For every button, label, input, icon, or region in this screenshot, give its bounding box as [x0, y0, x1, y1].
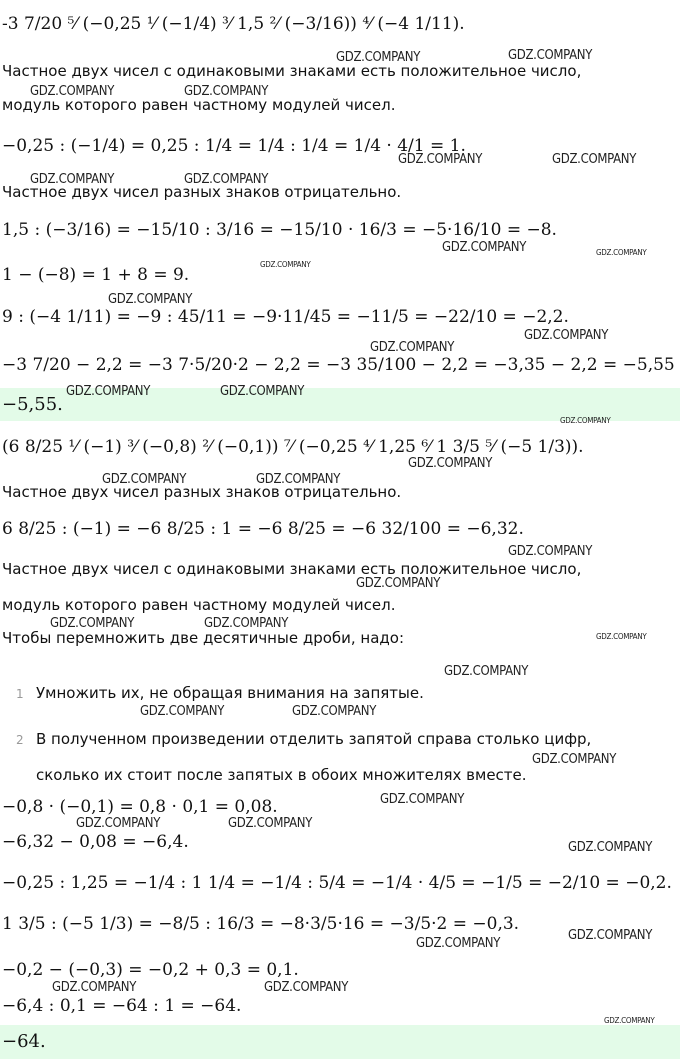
math-line: 1,5 : (−3/16) = −15/10 : 3/16 = −15/10 · 16/3 = −5·16/10 = −8.	[2, 220, 557, 240]
watermark: GDZ.COMPANY	[604, 1016, 655, 1025]
list-item	[16, 766, 527, 784]
list-text: В полученном произведении отделить запятой справа столько цифр,	[36, 730, 592, 748]
list-text: Умножить их, не обращая внимания на запятые.	[36, 684, 424, 702]
watermark: GDZ.COMPANY	[264, 980, 349, 995]
math-line: −0,25 : 1,25 = −1/4 : 1 1/4 = −1/4 : 5/4 = −1/4 · 4/5 = −1/5 = −2/10 = −0,2.	[2, 873, 672, 893]
expression-line: (6 8/25 ¹⁄ (−1) ³⁄ (−0,8) ²⁄ (−0,1)) ⁷⁄ (−0,25 ⁴⁄ 1,25 ⁶⁄ 1 3/5 ⁵⁄ (−5 1/3)).	[2, 437, 584, 457]
answer-2: −64.	[2, 1031, 46, 1052]
math-line: 1 − (−8) = 1 + 8 = 9.	[2, 265, 190, 285]
list-text: сколько их стоит после запятых в обоих множителях вместе.	[36, 766, 527, 784]
watermark: GDZ.COMPANY	[220, 384, 305, 399]
answer-1: −5,55.	[2, 394, 63, 415]
list-number: 2	[16, 733, 24, 747]
rule-text: Частное двух чисел с одинаковыми знаками есть положительное число,	[2, 62, 582, 80]
watermark: GDZ.COMPANY	[568, 840, 653, 855]
watermark: GDZ.COMPANY	[52, 980, 137, 995]
watermark: GDZ.COMPANY	[444, 664, 529, 679]
math-line: −6,32 − 0,08 = −6,4.	[2, 832, 189, 852]
watermark: GDZ.COMPANY	[442, 240, 527, 255]
math-line: −0,8 · (−0,1) = 0,8 · 0,1 = 0,08.	[2, 797, 278, 817]
watermark: GDZ.COMPANY	[380, 792, 465, 807]
watermark: GDZ.COMPANY	[596, 632, 647, 641]
watermark: GDZ.COMPANY	[30, 172, 115, 187]
watermark: GDZ.COMPANY	[256, 472, 341, 487]
watermark: GDZ.COMPANY	[108, 292, 193, 307]
list-item	[16, 730, 591, 748]
math-line: −0,2 − (−0,3) = −0,2 + 0,3 = 0,1.	[2, 960, 299, 980]
watermark: GDZ.COMPANY	[408, 456, 493, 471]
watermark: GDZ.COMPANY	[184, 172, 269, 187]
watermark: GDZ.COMPANY	[204, 616, 289, 631]
watermark: GDZ.COMPANY	[260, 260, 311, 269]
watermark: GDZ.COMPANY	[568, 928, 653, 943]
watermark: GDZ.COMPANY	[552, 152, 637, 167]
watermark: GDZ.COMPANY	[508, 544, 593, 559]
watermark: GDZ.COMPANY	[66, 384, 151, 399]
expression-line: -3 7/20 ⁵⁄ (−0,25 ¹⁄ (−1/4) ³⁄ 1,5 ²⁄ (−3/16)) ⁴⁄ (−4 1/11).	[2, 14, 465, 34]
watermark: GDZ.COMPANY	[184, 84, 269, 99]
math-line: 9 : (−4 1/11) = −9 : 45/11 = −9·11/45 = −11/5 = −22/10 = −2,2.	[2, 307, 569, 327]
watermark: GDZ.COMPANY	[292, 704, 377, 719]
watermark: GDZ.COMPANY	[30, 84, 115, 99]
watermark: GDZ.COMPANY	[560, 416, 611, 425]
watermark: GDZ.COMPANY	[102, 472, 187, 487]
math-line: 1 3/5 : (−5 1/3) = −8/5 : 16/3 = −8·3/5·16 = −3/5·2 = −0,3.	[2, 914, 520, 934]
math-line: −3 7/20 − 2,2 = −3 7·5/20·2 − 2,2 = −3 35/100 − 2,2 = −3,35 − 2,2 = −5,55	[2, 355, 675, 375]
watermark: GDZ.COMPANY	[336, 50, 421, 65]
math-line: 6 8/25 : (−1) = −6 8/25 : 1 = −6 8/25 = −6 32/100 = −6,32.	[2, 519, 524, 539]
watermark: GDZ.COMPANY	[398, 152, 483, 167]
watermark: GDZ.COMPANY	[140, 704, 225, 719]
watermark: GDZ.COMPANY	[76, 816, 161, 831]
watermark: GDZ.COMPANY	[228, 816, 313, 831]
math-line: −6,4 : 0,1 = −64 : 1 = −64.	[2, 996, 242, 1016]
watermark: GDZ.COMPANY	[356, 576, 441, 591]
rule-text: Частное двух чисел разных знаков отрицательно.	[2, 183, 402, 201]
watermark: GDZ.COMPANY	[532, 752, 617, 767]
list-item	[16, 684, 424, 702]
watermark: GDZ.COMPANY	[370, 340, 455, 355]
watermark: GDZ.COMPANY	[416, 936, 501, 951]
watermark: GDZ.COMPANY	[524, 328, 609, 343]
answer-band-2	[0, 1025, 680, 1059]
rule-text: модуль которого равен частному модулей чисел.	[2, 596, 396, 614]
list-number: 1	[16, 687, 24, 701]
rule-text: Чтобы перемножить две десятичные дроби, надо:	[2, 629, 405, 647]
math-line: −0,25 : (−1/4) = 0,25 : 1/4 = 1/4 : 1/4 = 1/4 · 4/1 = 1.	[2, 136, 466, 156]
rule-text: Частное двух чисел с одинаковыми знаками есть положительное число,	[2, 560, 582, 578]
rule-text: модуль которого равен частному модулей чисел.	[2, 96, 396, 114]
watermark: GDZ.COMPANY	[596, 248, 647, 257]
watermark: GDZ.COMPANY	[508, 48, 593, 63]
rule-text: Частное двух чисел разных знаков отрицательно.	[2, 483, 402, 501]
watermark: GDZ.COMPANY	[50, 616, 135, 631]
